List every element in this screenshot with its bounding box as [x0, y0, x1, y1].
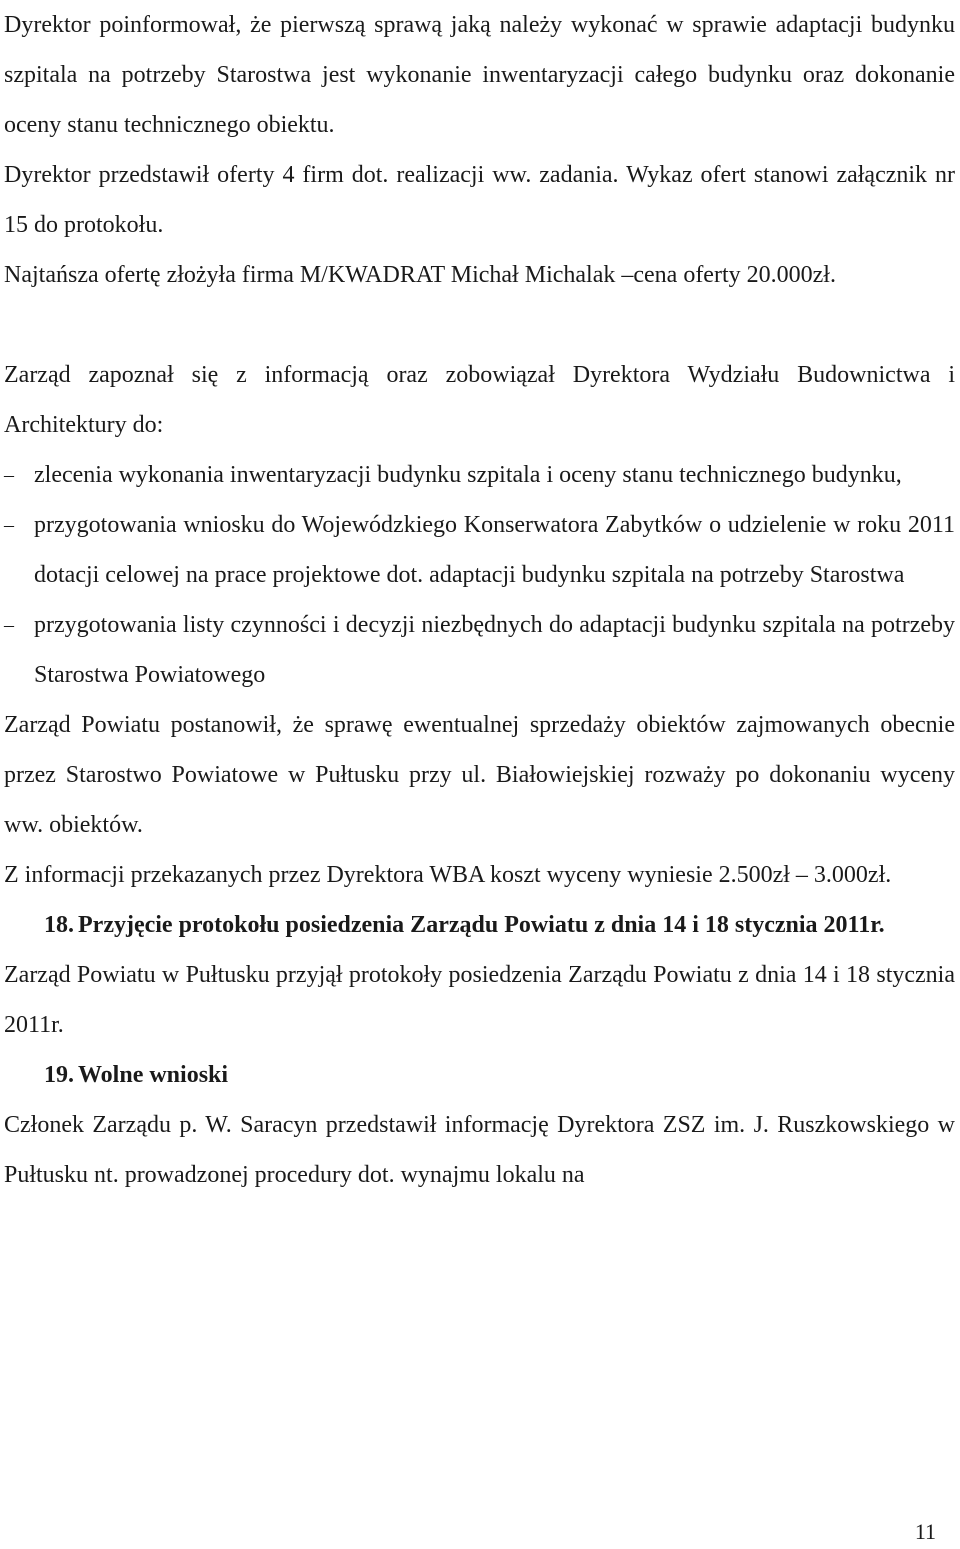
- section-19-title: Wolne wnioski: [78, 1062, 229, 1088]
- section-19-body: Członek Zarządu p. W. Saracyn przedstawił informację Dyrektora ZSZ im. J. Ruszkowskiego w Pułtusku nt. prowadzonej procedury dot. wynajmu lokalu na: [4, 1112, 955, 1188]
- list-item: [0, 500, 960, 600]
- section-18-body: Zarząd Powiatu w Pułtusku przyjął protokoły posiedzenia Zarządu Powiatu z dnia 14 i 18 stycznia 2011r.: [4, 962, 955, 1038]
- dash-bullet: –: [4, 614, 14, 636]
- list-item-text: przygotowania wniosku do Wojewódzkiego Konserwatora Zabytków o udzielenie w roku 2011 dotacji celowej na prace projektowe dot. adaptacji budynku szpitala na potrzeby Starostwa: [34, 512, 955, 588]
- paragraph-inventory: Dyrektor poinformował, że pierwszą sprawą jaką należy wykonać w sprawie adaptacji budynku szpitala na potrzeby Starostwa jest wykonanie inwentaryzacji całego budynku oraz dokonanie oceny stanu technicznego obiektu.: [4, 12, 955, 138]
- section-18-heading: [0, 900, 960, 950]
- paragraph-valuation-cost: Z informacji przekazanych przez Dyrektora WBA koszt wyceny wyniesie 2.500zł – 3.000zł.: [4, 862, 892, 888]
- dash-bullet: –: [4, 514, 14, 536]
- paragraph-board-obliges: Zarząd zapoznał się z informacją oraz zobowiązał Dyrektora Wydziału Budownictwa i Architektury do:: [4, 362, 955, 438]
- paragraph-cheapest-offer: Najtańsza ofertę złożyła firma M/KWADRAT Michał Michalak –cena oferty 20.000zł.: [4, 262, 836, 288]
- section-19-number: 19.: [44, 1062, 74, 1088]
- obligations-list: [0, 450, 960, 700]
- section-19-heading: [0, 1050, 960, 1100]
- list-item-text: przygotowania listy czynności i decyzji niezbędnych do adaptacji budynku szpitala na potrzeby Starostwa Powiatowego: [34, 612, 955, 688]
- page-number: 11: [914, 1519, 936, 1544]
- list-item: [0, 600, 960, 700]
- section-18-title: Przyjęcie protokołu posiedzenia Zarządu Powiatu z dnia 14 i 18 stycznia 2011r.: [78, 912, 885, 938]
- blank-line: [0, 300, 960, 350]
- section-18-number: 18.: [44, 912, 74, 938]
- list-item: [0, 450, 960, 500]
- list-item-text: zlecenia wykonania inwentaryzacji budynku szpitala i oceny stanu technicznego budynku,: [34, 462, 902, 488]
- paragraph-offers: Dyrektor przedstawił oferty 4 firm dot. realizacji ww. zadania. Wykaz ofert stanowi załącznik nr 15 do protokołu.: [4, 162, 955, 238]
- paragraph-sale-decision: Zarząd Powiatu postanowił, że sprawę ewentualnej sprzedaży obiektów zajmowanych obecnie przez Starostwo Powiatowe w Pułtusku przy ul. Białowiejskiej rozważy po dokonaniu wyceny ww. obiektów.: [4, 712, 955, 838]
- dash-bullet: –: [4, 464, 14, 486]
